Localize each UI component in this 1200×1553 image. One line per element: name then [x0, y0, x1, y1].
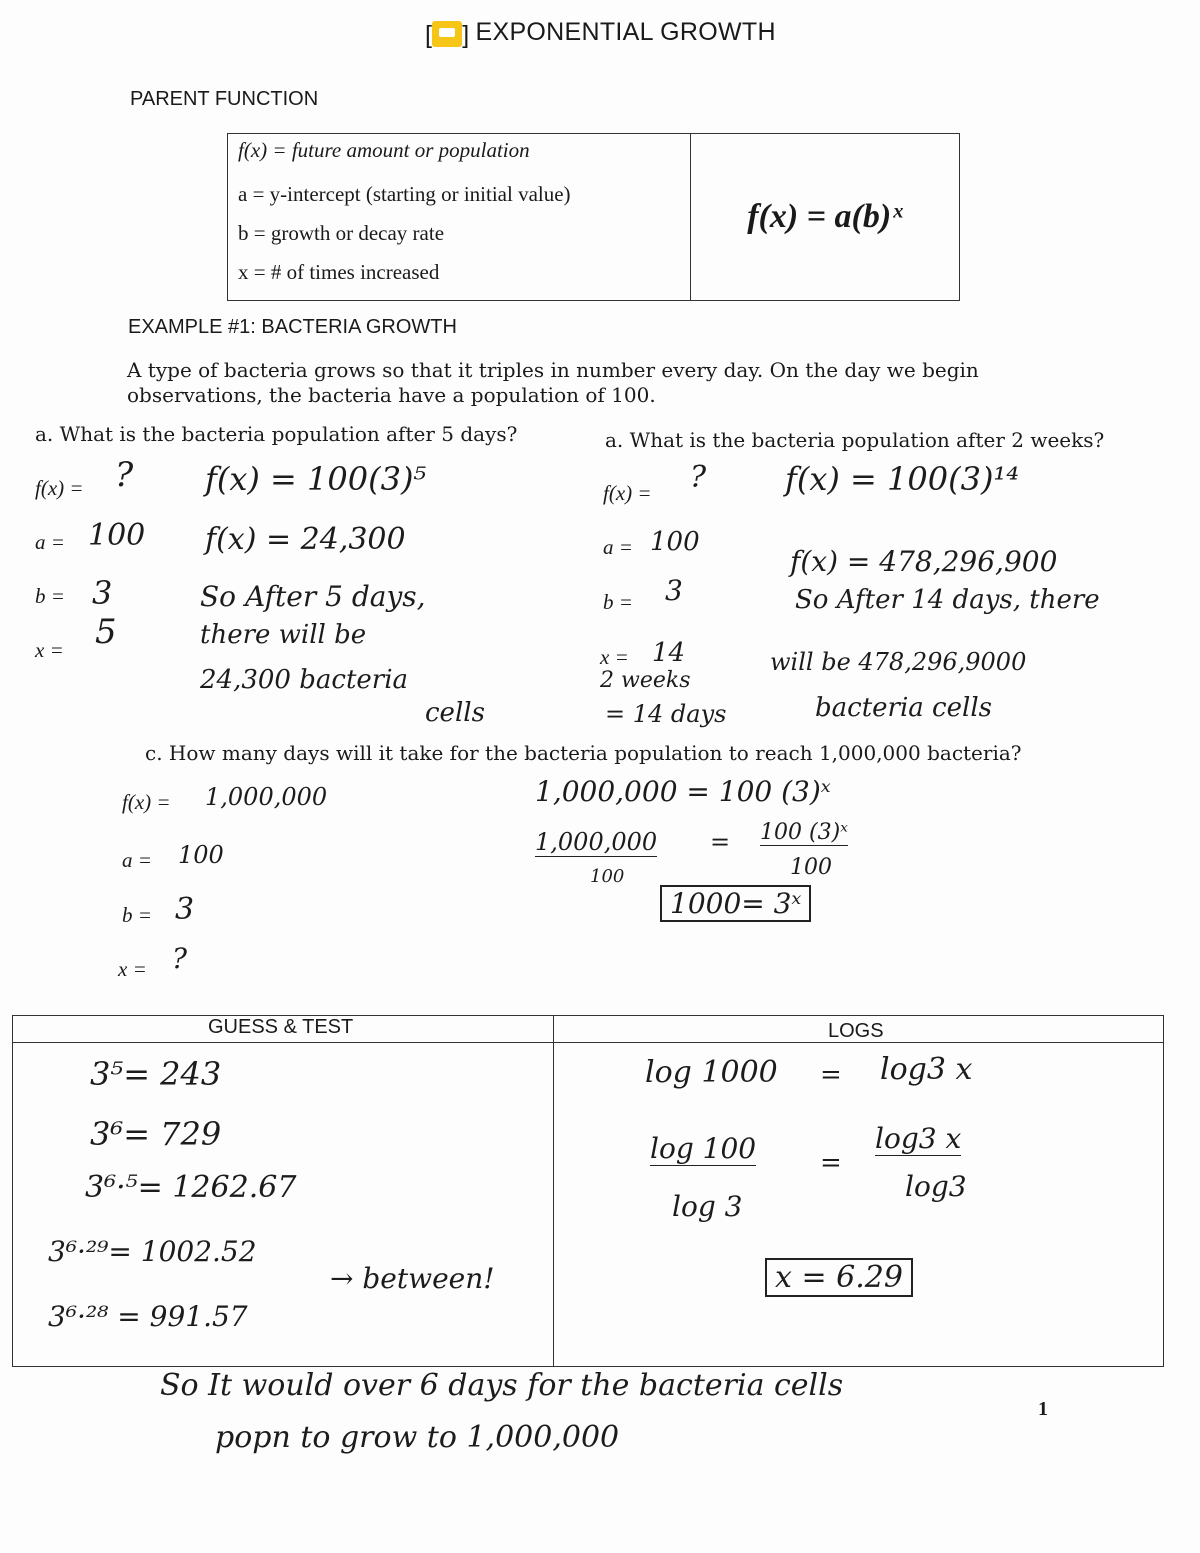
- conclusion-line-2: popn to grow to 1,000,000: [215, 1420, 620, 1455]
- parent-function-table: [227, 133, 960, 301]
- b-x-note-1: 2 weeks: [600, 668, 691, 693]
- a-work-6: cells: [425, 698, 485, 728]
- def-x: x = # of times increased: [238, 260, 440, 284]
- b-a-value: 100: [650, 527, 700, 557]
- logs-line-2-right-den: log3: [905, 1170, 967, 1203]
- formula-cell: [691, 134, 960, 301]
- guess-between-note: → between!: [330, 1262, 495, 1295]
- logs-line-1-eq: =: [820, 1060, 842, 1090]
- c-fx-value: 1,000,000: [205, 783, 328, 811]
- a-a-value: 100: [88, 518, 146, 553]
- b-a-label: a =: [603, 535, 633, 559]
- def-b: b = growth or decay rate: [238, 221, 445, 245]
- logs-answer-boxed: x = 6.29: [765, 1258, 913, 1297]
- methods-header-row: [13, 1016, 1163, 1043]
- c-b-label: b =: [122, 903, 152, 927]
- logs-line-2-eq: =: [820, 1148, 842, 1178]
- question-a: a. What is the bacteria population after 5 days?: [35, 422, 518, 446]
- a-x-label: x =: [35, 638, 64, 662]
- c-work-2-right: 100 (3)ˣ: [760, 820, 848, 845]
- guess-line-5: 3⁶·²⁸ = 991.57: [48, 1300, 248, 1333]
- c-a-value: 100: [178, 841, 224, 869]
- logs-heading: LOGS: [828, 1020, 884, 1042]
- logs-line-1-right: log3 x: [880, 1052, 973, 1087]
- a-work-1: f(x) = 100(3)⁵: [205, 460, 427, 498]
- b-x-note-2: = 14 days: [605, 700, 727, 728]
- definitions-cell: [228, 134, 691, 301]
- methods-divider: [553, 1016, 554, 1366]
- a-x-value: 5: [95, 612, 117, 652]
- c-work-3-boxed: 1000= 3ˣ: [660, 885, 811, 922]
- b-work-4: will be 478,296,9000: [770, 648, 1027, 676]
- c-work-2-left-den: 100: [590, 866, 625, 887]
- b-fx-value: ?: [690, 460, 707, 495]
- guess-line-2: 3⁶= 729: [90, 1115, 222, 1153]
- guess-test-heading: GUESS & TEST: [208, 1016, 354, 1038]
- a-fx-label: f(x) =: [35, 476, 84, 500]
- page-title: [425, 18, 776, 50]
- a-work-2: f(x) = 24,300: [205, 522, 406, 557]
- parent-formula: f(x) = a(b)ˣ: [747, 198, 903, 235]
- b-x-value: 14: [652, 638, 686, 668]
- problem-line-2: observations, the bacteria have a population of 100.: [127, 383, 656, 407]
- parent-function-heading: PARENT FUNCTION: [130, 88, 319, 110]
- a-work-3: So After 5 days,: [200, 580, 426, 613]
- guess-line-1: 3⁵= 243: [90, 1055, 222, 1093]
- presentation-logo-icon: [ ]: [425, 21, 470, 49]
- conclusion-line-1: So It would over 6 days for the bacteria cells: [160, 1368, 844, 1403]
- c-a-label: a =: [122, 848, 152, 872]
- a-b-label: b =: [35, 584, 65, 608]
- b-x-label: x =: [600, 645, 629, 669]
- guess-line-3: 3⁶·⁵= 1262.67: [85, 1170, 297, 1205]
- c-x-label: x =: [118, 957, 147, 981]
- b-b-value: 3: [665, 574, 683, 607]
- logs-line-2-right-num: log3 x: [875, 1122, 962, 1155]
- b-work-1: f(x) = 100(3)¹⁴: [785, 460, 1020, 498]
- logs-line-1-left: log 1000: [645, 1055, 778, 1090]
- c-work-2-eq: =: [710, 828, 731, 856]
- a-a-label: a =: [35, 530, 65, 554]
- a-b-value: 3: [92, 574, 113, 612]
- problem-line-1: A type of bacteria grows so that it triples in number every day. On the day we begin: [127, 358, 979, 382]
- a-fx-value: ?: [115, 455, 134, 495]
- c-b-value: 3: [175, 892, 195, 927]
- question-c: c. How many days will it take for the bacteria population to reach 1,000,000 bacteria?: [145, 741, 1022, 765]
- c-work-2-right-den: 100: [790, 855, 832, 880]
- guess-line-4: 3⁶·²⁹= 1002.52: [48, 1235, 257, 1268]
- question-b: a. What is the bacteria population after 2 weeks?: [605, 428, 1105, 452]
- a-work-4: there will be: [200, 620, 367, 650]
- page-number: 1: [1038, 1398, 1048, 1420]
- example-heading: EXAMPLE #1: BACTERIA GROWTH: [128, 316, 457, 338]
- def-a: a = y-intercept (starting or initial value): [238, 182, 571, 206]
- b-work-2: f(x) = 478,296,900: [790, 545, 1058, 578]
- b-fx-label: f(x) =: [603, 481, 652, 505]
- c-work-1: 1,000,000 = 100 (3)ˣ: [535, 775, 831, 808]
- b-work-3: So After 14 days, there: [795, 585, 1100, 615]
- def-fx: f(x) = future amount or population: [238, 138, 530, 162]
- c-x-value: ?: [172, 942, 188, 975]
- logs-line-2-left-den: log 3: [672, 1190, 743, 1223]
- c-fx-label: f(x) =: [122, 790, 171, 814]
- title-text: EXPONENTIAL GROWTH: [475, 18, 776, 46]
- c-work-2-left: 1,000,000: [535, 828, 658, 856]
- a-work-5: 24,300 bacteria: [200, 665, 409, 695]
- b-b-label: b =: [603, 590, 633, 614]
- b-work-5: bacteria cells: [815, 693, 992, 723]
- logs-line-2-left-num: log 100: [650, 1132, 757, 1165]
